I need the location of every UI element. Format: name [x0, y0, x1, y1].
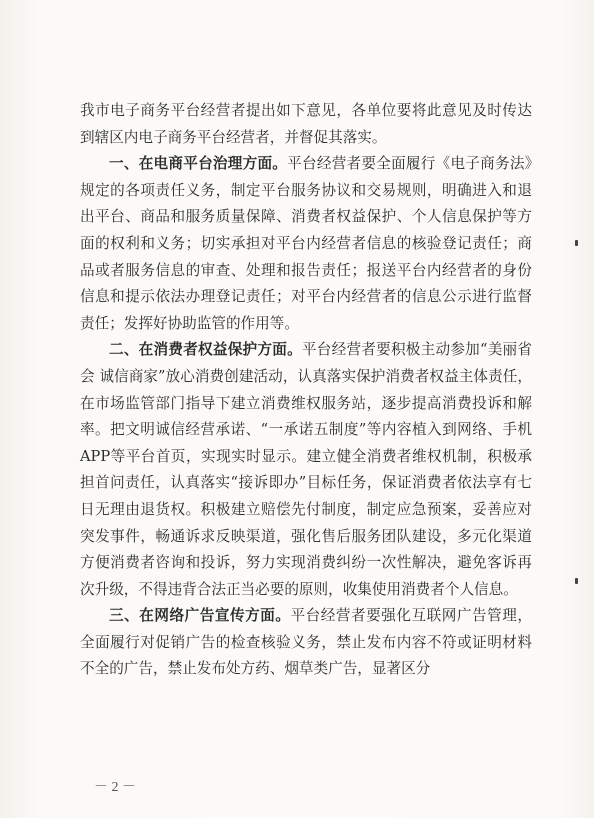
section-2-heading: 二、在消费者权益保护方面。 — [109, 341, 302, 359]
document-body — [80, 98, 532, 683]
section-3-text: 平台经营者要强化互联网广告管理，全面履行对促销广告的检查核验义务，禁止发布内容不符或证明材料不全的广告，禁止发布处方药、烟草类广告，显著区分 — [80, 607, 532, 678]
section-3-heading: 三、在网络广告宣传方面。 — [109, 607, 291, 625]
section-2-paragraph — [80, 337, 532, 603]
page-number: － 2 － — [94, 780, 136, 795]
section-2-text: 平台经营者要积极主动参加“美丽省会 诚信商家”放心消费创建活动，认真落实保护消费者权益主体责任，在市场监管部门指导下建立消费维权服务站，逐步提高消费投诉和解率。把文明诚信经营承诺、“一承诺五制度”等内容植入到网络、手机APP等平台首页，实现实时显示。建立健全消费者维权机制，积极承担首问责任，认真落实“接诉即办”目标任务，保证消费者依法享有七日无理由退货权。积极建立赔偿先付制度，制定应急预案，妥善应对突发事件，畅通诉求反映渠道，强化售后服务团队建设，多元化渠道方便消费者咨询和投诉，努力实现消费纠纷一次性解决，避免客诉再次升级，不得违背合法正当必要的原则，收集使用消费者个人信息。 — [80, 341, 532, 598]
section-3-paragraph — [80, 603, 532, 683]
section-1-heading: 一、在电商平台治理方面。 — [109, 155, 288, 173]
scan-speck — [575, 578, 578, 584]
intro-paragraph: 我市电子商务平台经营者提出如下意见，各单位要将此意见及时传达到辖区内电子商务平台经营者，并督促其落实。 — [80, 102, 532, 146]
section-1-paragraph — [80, 151, 532, 337]
scan-speck — [575, 240, 578, 246]
section-1-text: 平台经营者要全面履行《电子商务法》规定的各项责任义务，制定平台服务协议和交易规则，明确进入和退出平台、商品和服务质量保障、消费者权益保护、个人信息保护等方面的权利和义务；切实承担对平台内经营者信息的核验登记责任；商品或者服务信息的审查、处理和报告责任；报送平台内经营者的身份信息和提示依法办理登记责任；对平台内经营者的信息公示进行监督责任；发挥好协助监管的作用等。 — [80, 155, 532, 332]
